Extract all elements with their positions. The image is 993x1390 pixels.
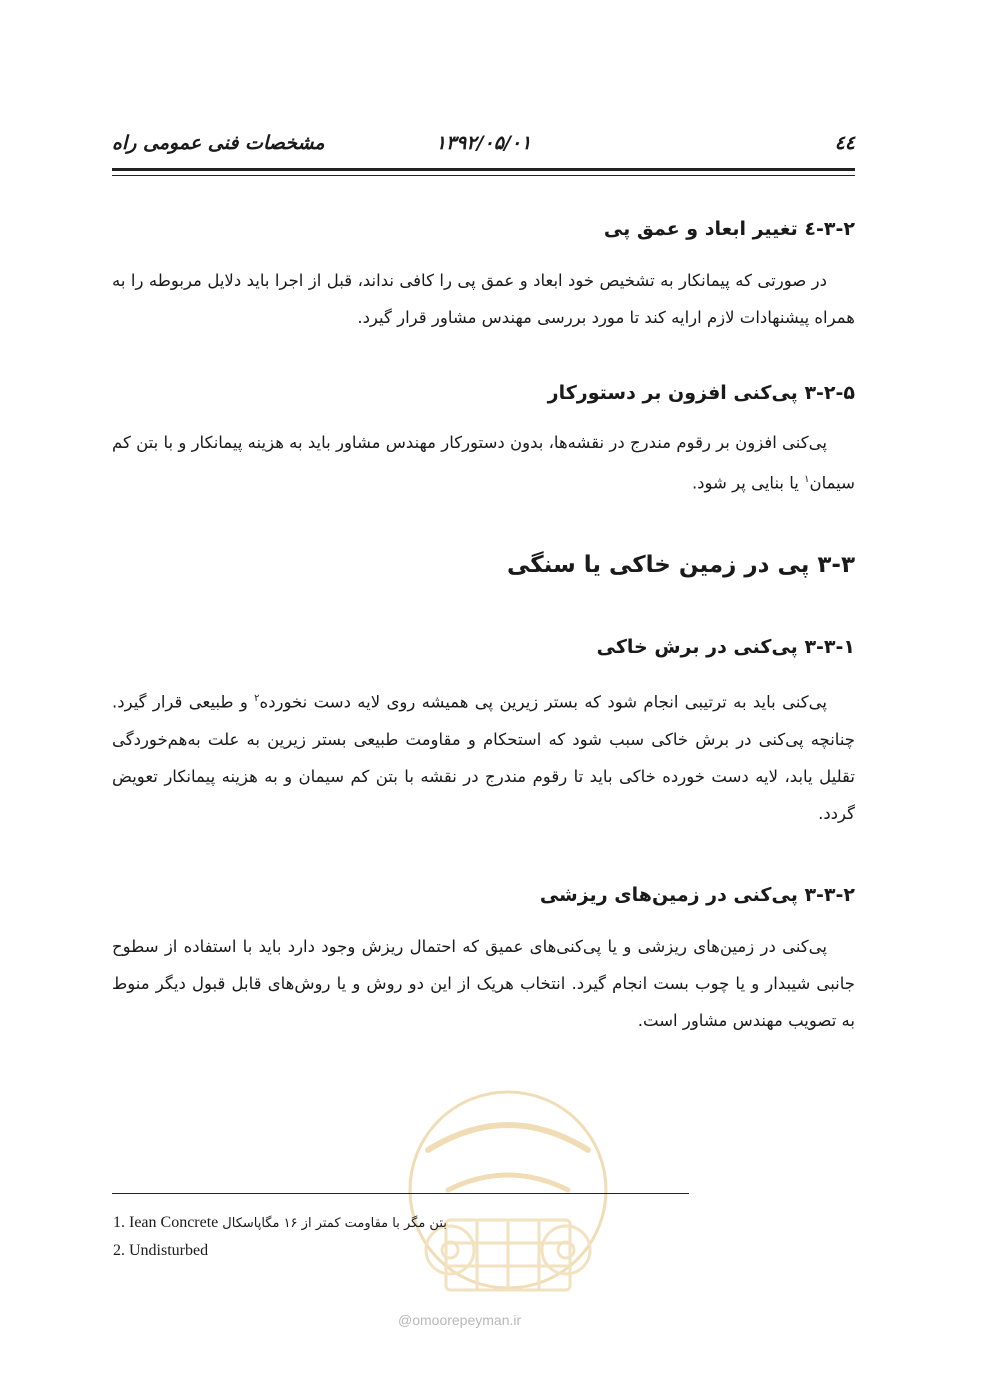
footnote-rule — [112, 1193, 689, 1194]
section-heading: ۳-۳ پی در زمین خاکی یا سنگی — [507, 552, 855, 578]
section-3-3-1-heading-block — [112, 636, 855, 658]
footnote-2 — [113, 1242, 208, 1260]
section-3-2-5-body-block — [112, 424, 855, 502]
footnote-text: 1. Iean Concrete — [113, 1214, 219, 1231]
section-3-3-1-body-block — [112, 680, 855, 832]
section-heading: ۳-۳-۱ پی‌کنی در برش خاکی — [596, 636, 855, 658]
footnote-1 — [113, 1214, 447, 1232]
section-3-2-4-heading-block — [112, 218, 855, 240]
section-3-2-4-body-block — [112, 262, 855, 336]
section-body — [112, 424, 855, 502]
section-body — [112, 680, 855, 832]
section-heading: ۳-۲-۵ پی‌کنی افزون بر دستورکار — [547, 382, 855, 404]
section-heading: ۳-۲-٤ تغییر ابعاد و عمق پی — [603, 218, 855, 240]
section-body: پی‌کنی در زمین‌های ریزشی و یا پی‌کنی‌های عمیق که احتمال ریزش وجود دارد باید با استفاده از سطوح جانبی شیبدار و یا چوب بست انجام گیرد. انتخاب هریک از این دو روش و یا روش‌های قابل قبول دیگر منوط به تصویب مهندس مشاور است. — [112, 937, 855, 1030]
footnote-text: 2. Undisturbed — [113, 1242, 209, 1259]
watermark-site: @omoorepeyman.ir — [398, 1312, 522, 1328]
header-rule-thin — [112, 175, 855, 176]
section-heading: ۳-۳-۲ پی‌کنی در زمین‌های ریزشی — [539, 884, 855, 906]
section-3-3-2-heading-block — [112, 884, 855, 906]
section-3-3-2-body-block — [112, 928, 855, 1039]
section-3-3-heading-block — [112, 552, 855, 578]
header-rule-thick — [112, 168, 855, 171]
footnote-note: بتن مگر با مقاومت کمتر از ۱۶ مگاپاسکال — [222, 1216, 447, 1231]
page-number: ٤٤ — [834, 132, 855, 154]
footnote-ref: ۱ — [804, 474, 810, 485]
header-title: مشخصات فنی عمومی راه — [112, 132, 325, 154]
footnote-ref: ۲ — [254, 693, 260, 704]
body-text: پی‌کنی افزون بر رقوم مندرج در نقشه‌ها، بدون دستورکار مهندس مشاور باید به هزینه پیمانکار و با بتن کم سیمان — [112, 433, 855, 493]
page-header — [112, 128, 855, 162]
body-text: یا بنایی پر شود. — [691, 473, 805, 493]
body-text: و طبیعی قرار گیرد. چنانچه پی‌کنی در برش خاکی سبب شود که استحکام و مقاومت طبیعی بستر زیرین به علت به‌هم‌خوردگی تقلیل یابد، لایه دست خورده خاکی باید تا رقوم مندرج در نقشه با بتن کم سیمان و به هزینه پیمانکار تعویض گردد. — [112, 692, 855, 823]
section-body: در صورتی که پیمانکار به تشخیص خود ابعاد و عمق پی را کافی نداند، قبل از اجرا باید دلایل مربوطه را به همراه پیشنهادات لازم ارایه کند تا مورد بررسی مهندس مشاور قرار گیرد. — [112, 271, 855, 327]
section-3-2-5-heading-block — [112, 382, 855, 404]
header-date: ۱۳۹۲/۰۵/۰۱ — [435, 132, 532, 154]
body-text: پی‌کنی باید به ترتیبی انجام شود که بستر زیرین پی همیشه روی لایه دست نخورده — [259, 692, 827, 712]
